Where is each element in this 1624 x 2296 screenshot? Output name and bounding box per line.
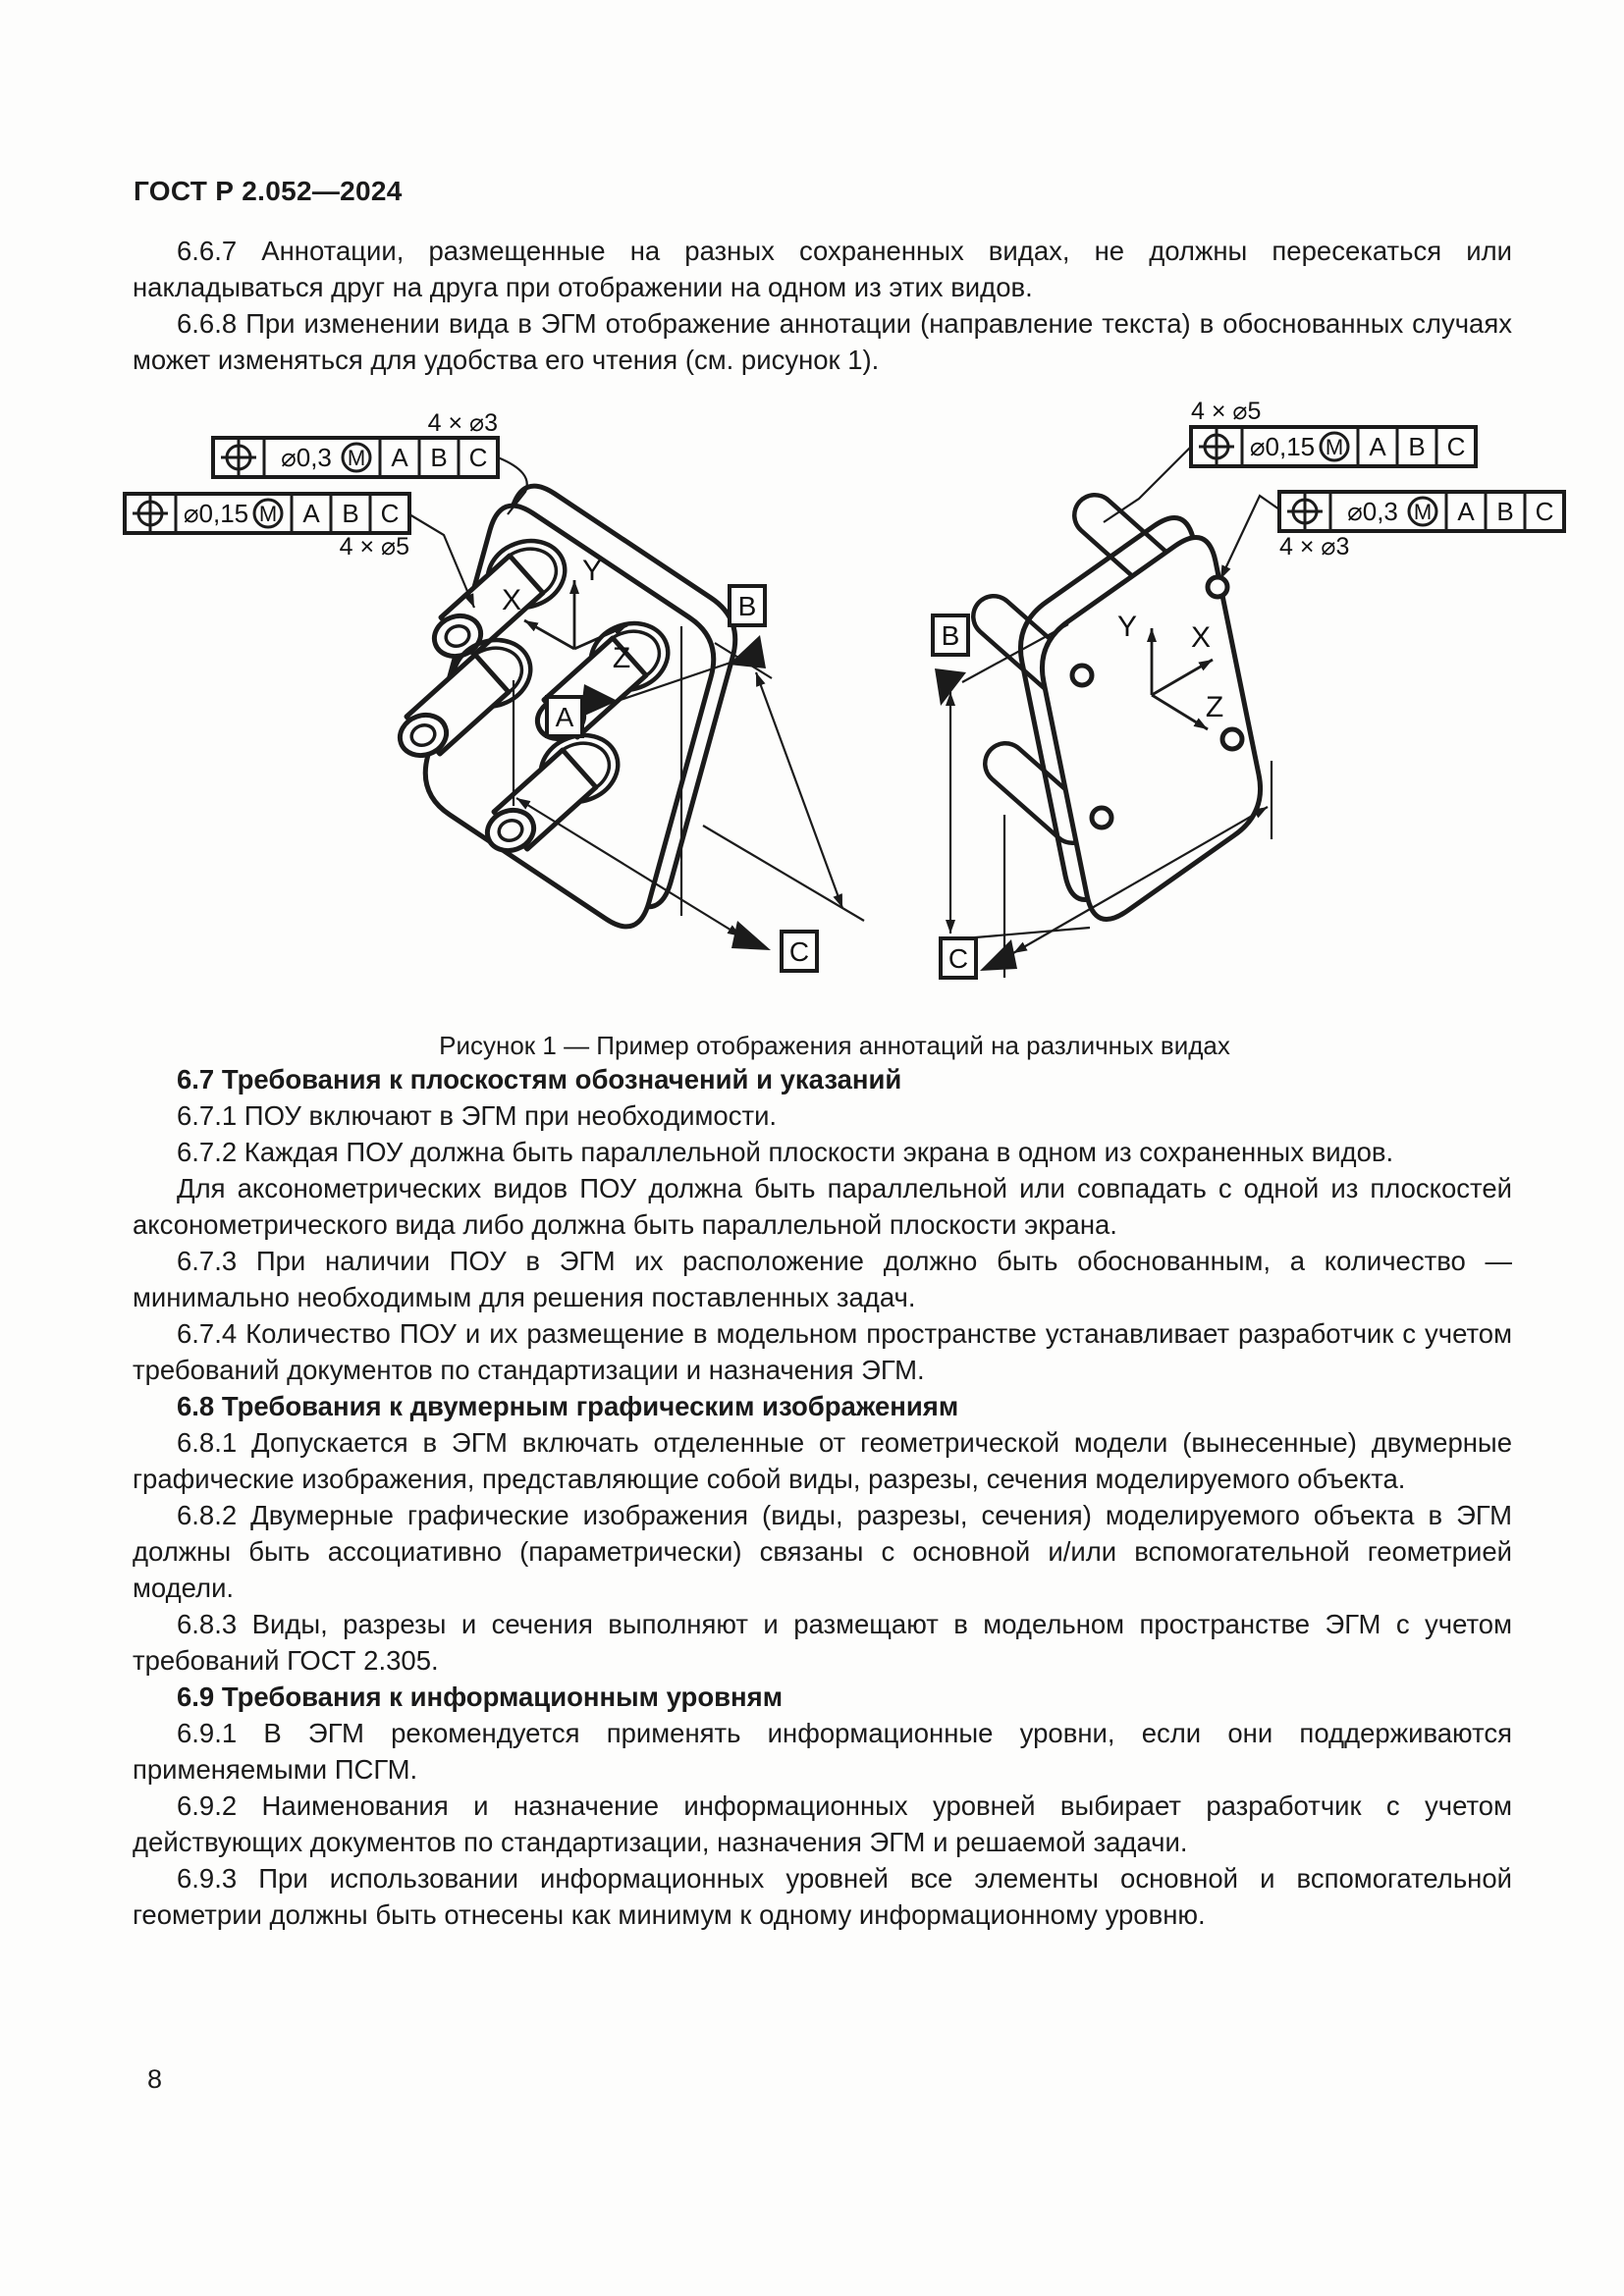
datum-a-label: A — [555, 702, 574, 732]
fcf-datum: B — [1408, 432, 1426, 461]
fcf-left-top — [213, 438, 498, 477]
axis-z-label: Z — [612, 642, 631, 674]
fcf-datum: B — [1496, 497, 1514, 526]
fcf-left-bottom — [125, 494, 409, 533]
fcf-datum: C — [1446, 432, 1466, 461]
fcf-tolerance-value: ⌀0,15 — [1249, 432, 1316, 461]
svg-text:M: M — [1325, 435, 1344, 459]
fcf-datum: A — [1457, 497, 1475, 526]
axis-x-label: X — [501, 584, 522, 616]
datum-b-label: B — [737, 591, 757, 621]
fcf-datum: C — [380, 499, 400, 528]
fcf-leader — [1220, 496, 1279, 579]
svg-text:M: M — [347, 446, 366, 470]
datum-c-label: C — [788, 936, 810, 967]
svg-text:M: M — [258, 502, 278, 526]
para-6-8-3: 6.8.3 Виды, разрезы и сечения выполняют и размещают в модельном пространстве ЭГМ с учетом требований ГОСТ 2.305. — [133, 1609, 1512, 1676]
fcf-datum: B — [342, 499, 359, 528]
axis-y-label: Y — [582, 555, 603, 587]
fcf-datum: A — [1369, 432, 1386, 461]
fcf-tolerance-value: ⌀0,3 — [281, 443, 332, 472]
fcf-datum: C — [1535, 497, 1554, 526]
heading-6-8: 6.8 Требования к двумерным графическим изображениям — [177, 1391, 959, 1421]
para-6-6-7: 6.6.7 Аннотации, размещенные на разных сохраненных видах, не должны пересекаться или накладываться друг на друга при отображении на одном из этих видов. — [133, 236, 1512, 302]
heading-6-9: 6.9 Требования к информационным уровням — [177, 1682, 784, 1712]
hole-count-note: 4 × ⌀5 — [1191, 398, 1262, 425]
fcf-datum: C — [468, 443, 488, 472]
datum-b-label: B — [941, 620, 960, 651]
datum-c-triangle — [731, 921, 771, 950]
fcf-tolerance-value: ⌀0,3 — [1347, 497, 1398, 526]
fcf-datum: A — [302, 499, 320, 528]
para-6-7-2-cont: Для аксонометрических видов ПОУ должна быть параллельной или совпадать с одной из плоскостей аксонометрического вида либо должна быть параллельной плоскости экрана. — [133, 1173, 1512, 1240]
plate-hole — [1208, 577, 1227, 597]
plate-hole — [1072, 666, 1092, 685]
fcf-right-top — [1191, 427, 1476, 466]
doc-code: ГОСТ Р 2.052—2024 — [134, 176, 403, 206]
para-6-7-3: 6.7.3 При наличии ПОУ в ЭГМ их расположение должно быть обоснованным, а количество — минимально необходимым для решения поставленных задач. — [133, 1246, 1512, 1312]
para-6-6-8: 6.6.8 При изменении вида в ЭГМ отображение аннотации (направление текста) в обоснованных случаях может изменяться для удобства его чтения (см. рисунок 1). — [133, 308, 1512, 375]
fcf-datum: A — [391, 443, 408, 472]
para-6-9-3: 6.9.3 При использовании информационных уровней все элементы основной и вспомогательной геометрии должны быть отнесены как минимум к одному информационному уровню. — [133, 1863, 1512, 1930]
axis-x-label: X — [1190, 621, 1212, 654]
figure-1-drawing — [79, 386, 1591, 1024]
para-6-9-1: 6.9.1 В ЭГМ рекомендуется применять информационные уровни, если они поддерживаются применяемыми ПСГМ. — [133, 1718, 1512, 1785]
heading-6-7: 6.7 Требования к плоскостям обозначений и указаний — [177, 1064, 902, 1095]
page-number: 8 — [147, 2064, 163, 2094]
datum-c-label: C — [947, 943, 969, 974]
figure-caption: Рисунок 1 — Пример отображения аннотаций на различных видах — [439, 1031, 1230, 1060]
svg-text:M: M — [1413, 500, 1433, 524]
hole-count-note: 4 × ⌀3 — [427, 409, 498, 437]
fcf-datum: B — [430, 443, 448, 472]
content — [133, 233, 1554, 1933]
dimension-line-b — [756, 672, 842, 908]
hole-count-note: 4 × ⌀5 — [339, 533, 409, 561]
para-6-7-2: 6.7.2 Каждая ПОУ должна быть параллельной плоскости экрана в одном из сохраненных видов. — [177, 1137, 1394, 1167]
para-6-8-1: 6.8.1 Допускается в ЭГМ включать отделенные от геометрической модели (вынесенные) двумерные графические изображения, представляющие собой виды, разрезы, сечения моделируемого объекта. — [133, 1427, 1512, 1494]
plate-hole — [1092, 808, 1111, 828]
left-view — [125, 409, 864, 971]
right-view — [933, 398, 1564, 978]
axis-y-label: Y — [1116, 611, 1138, 643]
datum-c-triangle — [980, 939, 1017, 971]
para-6-7-4: 6.7.4 Количество ПОУ и их размещение в модельном пространстве устанавливает разработчик с учетом требований документов по стандартизации и назначения ЭГМ. — [133, 1318, 1512, 1385]
fcf-right-bottom — [1279, 492, 1564, 531]
figure-1 — [79, 386, 1591, 1061]
para-6-7-1: 6.7.1 ПОУ включают в ЭГМ при необходимости. — [177, 1100, 778, 1131]
axis-z-label: Z — [1205, 691, 1224, 723]
para-6-9-2: 6.9.2 Наименования и назначение информационных уровней выбирает разработчик с учетом действующих документов по стандартизации, назначения ЭГМ и решаемой задачи. — [133, 1790, 1512, 1857]
fcf-tolerance-value: ⌀0,15 — [183, 499, 249, 528]
para-6-8-2: 6.8.2 Двумерные графические изображения (виды, разрезы, сечения) моделируемого объекта в ЭГМ должны быть ассоциативно (параметрически) связаны с основной и/или вспомогательной геометрией модели. — [133, 1500, 1512, 1603]
plate-hole — [1222, 729, 1242, 749]
hole-count-note: 4 × ⌀3 — [1279, 533, 1350, 561]
